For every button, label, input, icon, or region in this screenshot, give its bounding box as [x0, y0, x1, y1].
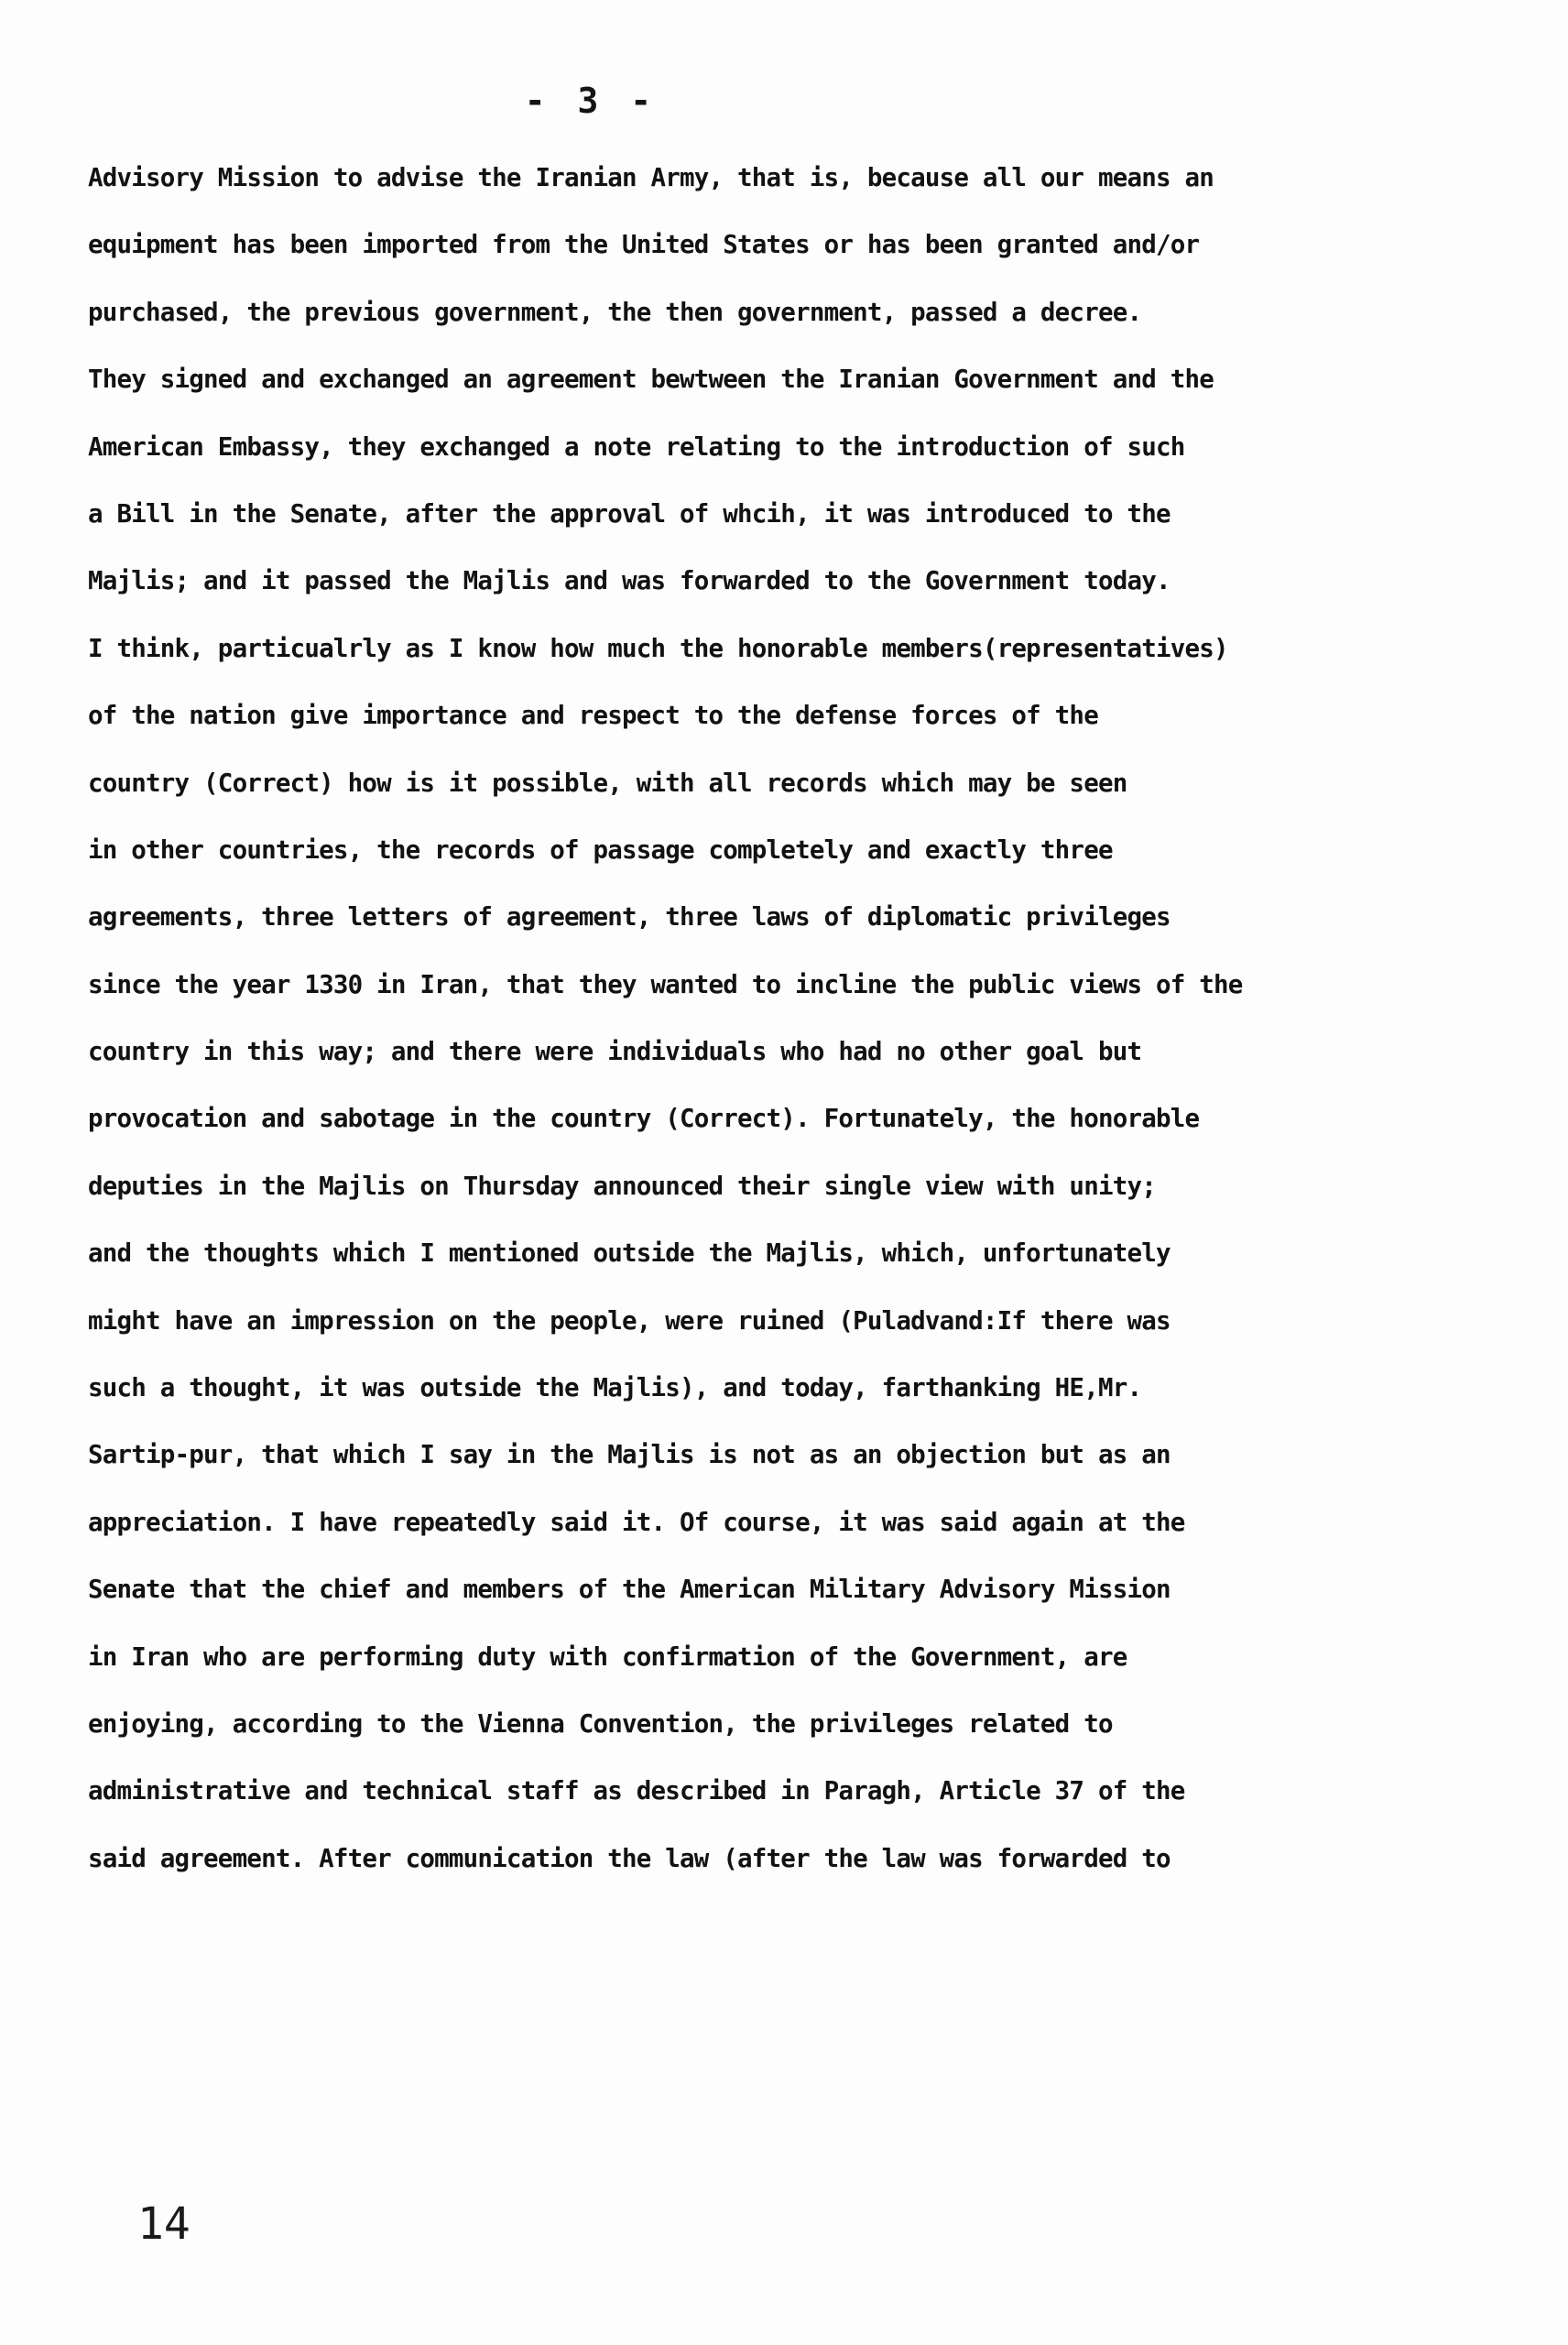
text-line: of the nation give importance and respect to the defense forces of the	[88, 701, 1098, 731]
text-line: such a thought, it was outside the Majlis), and today, farthanking HE,Mr.	[88, 1373, 1142, 1403]
text-line: country in this way; and there were individuals who had no other goal but	[88, 1037, 1142, 1067]
text-line: in Iran who are performing duty with confirmation of the Government, are	[88, 1642, 1127, 1672]
text-line: equipment has been imported from the United States or has been granted and/or	[88, 230, 1200, 260]
text-line: provocation and sabotage in the country (Correct). Fortunately, the honorable	[88, 1104, 1200, 1134]
text-line: might have an impression on the people, were ruined (Puladvand:If there was	[88, 1305, 1171, 1336]
text-line: enjoying, according to the Vienna Convention, the privileges related to	[88, 1708, 1113, 1739]
page-header-number: - 3 -	[524, 81, 658, 121]
text-line: agreements, three letters of agreement, three laws of diplomatic privileges	[88, 902, 1171, 933]
page-footer-number: 14	[137, 2198, 191, 2250]
body-text	[88, 145, 1535, 1892]
text-line: Majlis; and it passed the Majlis and was forwarded to the Government today.	[88, 566, 1171, 596]
text-line: Advisory Mission to advise the Iranian Army, that is, because all our means an	[88, 163, 1214, 192]
text-line: in other countries, the records of passage completely and exactly three	[88, 834, 1113, 865]
text-line: They signed and exchanged an agreement bewtween the Iranian Government and the	[88, 365, 1214, 395]
text-line: American Embassy, they exchanged a note relating to the introduction of such	[88, 431, 1185, 462]
text-line: said agreement. After communication the law (after the law was forwarded to	[88, 1843, 1171, 1873]
text-line: Senate that the chief and members of the American Military Advisory Mission	[88, 1575, 1171, 1605]
text-line: Sartip-pur, that which I say in the Majlis is not as an objection but as an	[88, 1440, 1171, 1470]
text-line: appreciation. I have repeatedly said it. Of course, it was said again at the	[88, 1507, 1185, 1537]
text-line: country (Correct) how is it possible, with all records which may be seen	[88, 768, 1127, 798]
text-line: I think, particualrly as I know how much the honorable members(representatives)	[88, 633, 1228, 663]
text-line: administrative and technical staff as described in Paragh, Article 37 of the	[88, 1776, 1185, 1806]
text-line: and the thoughts which I mentioned outside the Majlis, which, unfortunately	[88, 1238, 1171, 1269]
text-line: deputies in the Majlis on Thursday announced their single view with unity;	[88, 1171, 1156, 1201]
text-line: purchased, the previous government, the then government, passed a decree.	[88, 297, 1142, 327]
text-line: a Bill in the Senate, after the approval of whcih, it was introduced to the	[88, 498, 1171, 529]
text-line: since the year 1330 in Iran, that they wanted to incline the public views of the	[88, 969, 1243, 999]
